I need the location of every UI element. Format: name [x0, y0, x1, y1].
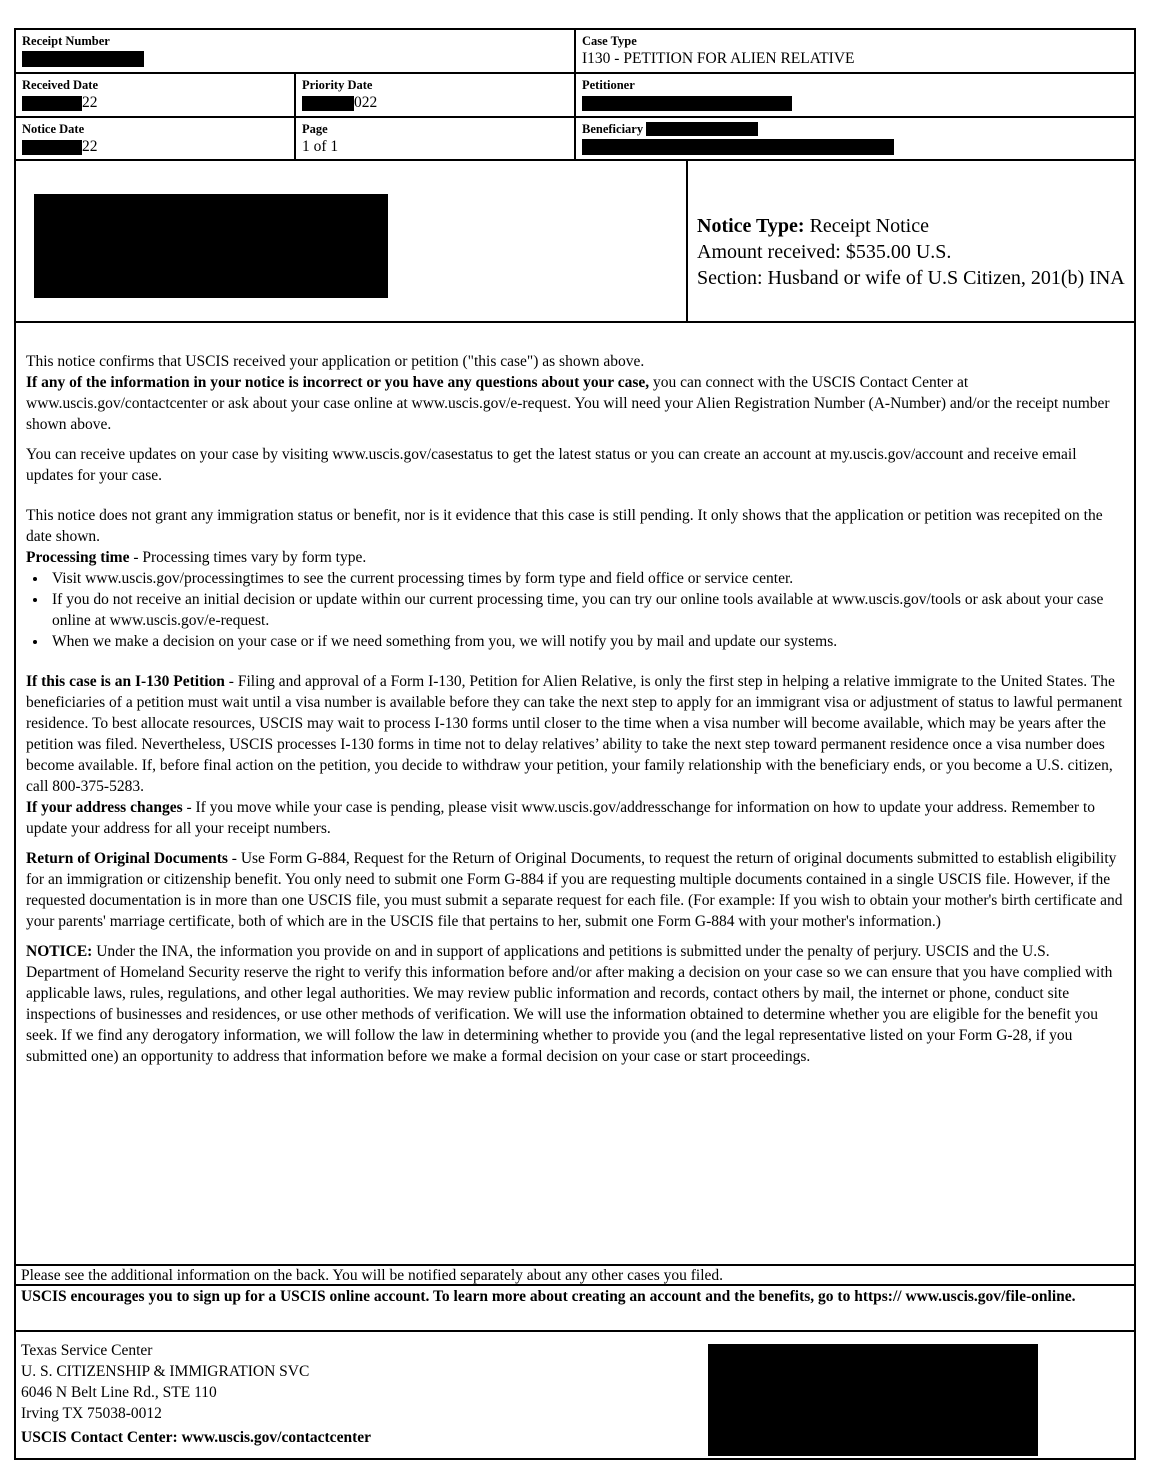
redacted-receipt-number: [22, 51, 144, 67]
return-documents-heading: Return of Original Documents: [26, 850, 228, 867]
redacted-mailing-address: [34, 194, 388, 298]
received-date-value: 22: [82, 94, 98, 111]
receipt-number-cell: [16, 30, 574, 72]
notice-type-label: Notice Type:: [697, 215, 805, 237]
address-line: U. S. CITIZENSHIP & IMMIGRATION SVC: [21, 1363, 310, 1380]
online-account-notice: USCIS encourages you to sign up for a USCIS online account. To learn more about creating an account and the benefits, go to https:// www.uscis.gov/file-online.: [16, 1286, 1134, 1332]
notice-type-section: [16, 161, 1134, 323]
page-label: Page: [302, 122, 328, 136]
case-type-label: Case Type: [582, 34, 637, 48]
additional-info-line: Please see the additional information on the back. You will be notified separately about any other cases you filed.: [16, 1264, 1134, 1286]
priority-date-cell: [296, 74, 574, 116]
page-value: 1 of 1: [302, 138, 339, 155]
return-documents-text: - Use Form G-884, Request for the Return of Original Documents, to request the return of original documents submitted to establish eligibility for an immigration or citizenship benefit. You only need to submit one Form G-884 if you are requesting multiple documents contained in a single USCIS file. However, if the requested documentation is in more than one USCIS file, you must submit a separate request for each file. (For example: If you wish to obtain your mother's birth certificate and your parents' marriage certificate, both of which are in the USCIS file that pertains to her, submit one Form G-884 with your mother's information.): [26, 850, 1123, 930]
return-documents-paragraph: [26, 848, 1126, 932]
address-change-text: - If you move while your case is pending, please visit www.uscis.gov/addresschange for information on how to update your address. Remember to update your address for all your receipt numbers.: [26, 799, 1096, 837]
perjury-notice-text: Under the INA, the information you provide on and in support of applications and petitions is submitted under the penalty of perjury. USCIS and the U.S. Department of Homeland Security reserve the right to verify this information before and/or after making a decision on your case so we can ensure that you have complied with applicable laws, rules, regulations, and other legal authorities. We may review public information and records, contact others by mail, the internet or phone, conduct site inspections of businesses and residences, or use other methods of verification. We will use the information obtained to determine whether you are eligible for the benefit you seek. If we find any derogatory information, we will follow the law in determining whether to provide you (and the legal representative listed on your Form G-28, if you submitted one) an opportunity to address that information before we make a formal decision on your case or start proceedings.: [26, 943, 1113, 1065]
header-row-2: [16, 74, 1134, 118]
receipt-number-label: Receipt Number: [22, 34, 110, 48]
perjury-notice-heading: NOTICE:: [26, 943, 93, 960]
redacted-beneficiary-id: [646, 122, 758, 136]
address-change-heading: If your address changes: [26, 799, 183, 816]
address-line: 6046 N Belt Line Rd., STE 110: [21, 1384, 217, 1401]
confirmation-paragraph: This notice confirms that USCIS received your application or petition ("this case") as shown above.: [26, 353, 645, 370]
header-row-1: [16, 30, 1134, 74]
bullet-item: • If you do not receive an initial decision or update within our current processing time, you can try our online tools available at www.uscis.gov/tools or ask about your case online at www.uscis.gov/e-request.: [48, 589, 1126, 631]
bullet-item: • Visit www.uscis.gov/processingtimes to see the current processing times by form type and field office or service center.: [48, 568, 1126, 589]
redacted-beneficiary-name: [582, 139, 894, 155]
redacted-priority-date: [302, 96, 354, 111]
address-line: Texas Service Center: [21, 1342, 153, 1359]
address-change-paragraph: [26, 797, 1126, 839]
processing-time-text: - Processing times vary by form type.: [129, 549, 367, 566]
received-date-cell: [16, 74, 296, 116]
case-type-value: I130 - PETITION FOR ALIEN RELATIVE: [582, 50, 855, 67]
service-center-address: [21, 1340, 371, 1448]
notice-type-block: [697, 213, 1127, 291]
notice-date-cell: [16, 118, 296, 159]
no-status-paragraph: This notice does not grant any immigration status or benefit, nor is it evidence that this case is still pending. It only shows that the application or petition was recepited on the date shown.: [26, 507, 1103, 545]
beneficiary-cell: [576, 118, 1134, 159]
notice-type-value: Receipt Notice: [804, 215, 929, 237]
redacted-barcode: [708, 1344, 1038, 1456]
petitioner-label: Petitioner: [582, 78, 635, 92]
beneficiary-label: Beneficiary: [582, 122, 644, 136]
bullet-item: • When we make a decision on your case or if we need something from you, we will notify you by mail and update our systems.: [48, 631, 1126, 652]
priority-date-label: Priority Date: [302, 78, 373, 92]
i130-heading: If this case is an I-130 Petition: [26, 673, 225, 690]
received-date-label: Received Date: [22, 78, 99, 92]
redacted-notice-date: [22, 140, 82, 155]
incorrect-info-paragraph: [26, 372, 1126, 435]
i130-paragraph: [26, 671, 1126, 797]
priority-date-value: 022: [354, 94, 378, 111]
i130-text: - Filing and approval of a Form I-130, Petition for Alien Relative, is only the first step in helping a relative immigrate to the United States. The beneficiaries of a petition must wait until a visa number is available before they can take the next step to apply for an immigrant visa or adjustment of status to lawful permanent residence. To best allocate resources, USCIS may wait to process I-130 forms until closer to the time when a visa number will become available, which may be years after the petition was filed. Nevertheless, USCIS processes I-130 forms in time not to delay relatives’ ability to take the next step toward permanent residence once a visa number does become available. If, before final action on the petition, you decide to withdraw your petition, your family relationship with the beneficiary ends, or you become a U.S. citizen, call 800-375-5283.: [26, 673, 1123, 795]
contact-center-line: USCIS Contact Center: www.uscis.gov/contactcenter: [21, 1429, 371, 1446]
perjury-notice-paragraph: [26, 941, 1126, 1067]
section-text: Section: Husband or wife of U.S Citizen, 201(b) INA: [697, 267, 1125, 289]
incorrect-info-heading: If any of the information in your notice is incorrect or you have any questions about your case,: [26, 374, 650, 391]
incorrect-info-text: you can connect with the USCIS Contact Center at www.uscis.gov/contactcenter or ask about your case online at www.uscis.gov/e-request. You will need your Alien Registration Number (A-Number) and/or the receipt number shown above.: [26, 374, 1110, 433]
updates-paragraph: You can receive updates on your case by visiting www.uscis.gov/casestatus to get the latest status or you can create an account at my.uscis.gov/account and receive email updates for your case.: [26, 446, 1077, 484]
case-type-cell: [576, 30, 1134, 72]
notice-date-label: Notice Date: [22, 122, 85, 136]
processing-time-paragraph: [26, 547, 1126, 568]
notice-date-value: 22: [82, 138, 98, 155]
page-cell: [296, 118, 574, 159]
redacted-petitioner: [582, 96, 792, 111]
amount-received: Amount received: $535.00 U.S.: [697, 241, 952, 263]
notice-body: [26, 351, 1126, 1067]
processing-bullets: [26, 568, 1126, 652]
redacted-received-date: [22, 96, 82, 111]
header-row-3: [16, 118, 1134, 161]
address-line: Irving TX 75038-0012: [21, 1405, 162, 1422]
receipt-notice-form: [14, 28, 1136, 1460]
petitioner-cell: [576, 74, 1134, 116]
processing-time-heading: Processing time: [26, 549, 130, 566]
